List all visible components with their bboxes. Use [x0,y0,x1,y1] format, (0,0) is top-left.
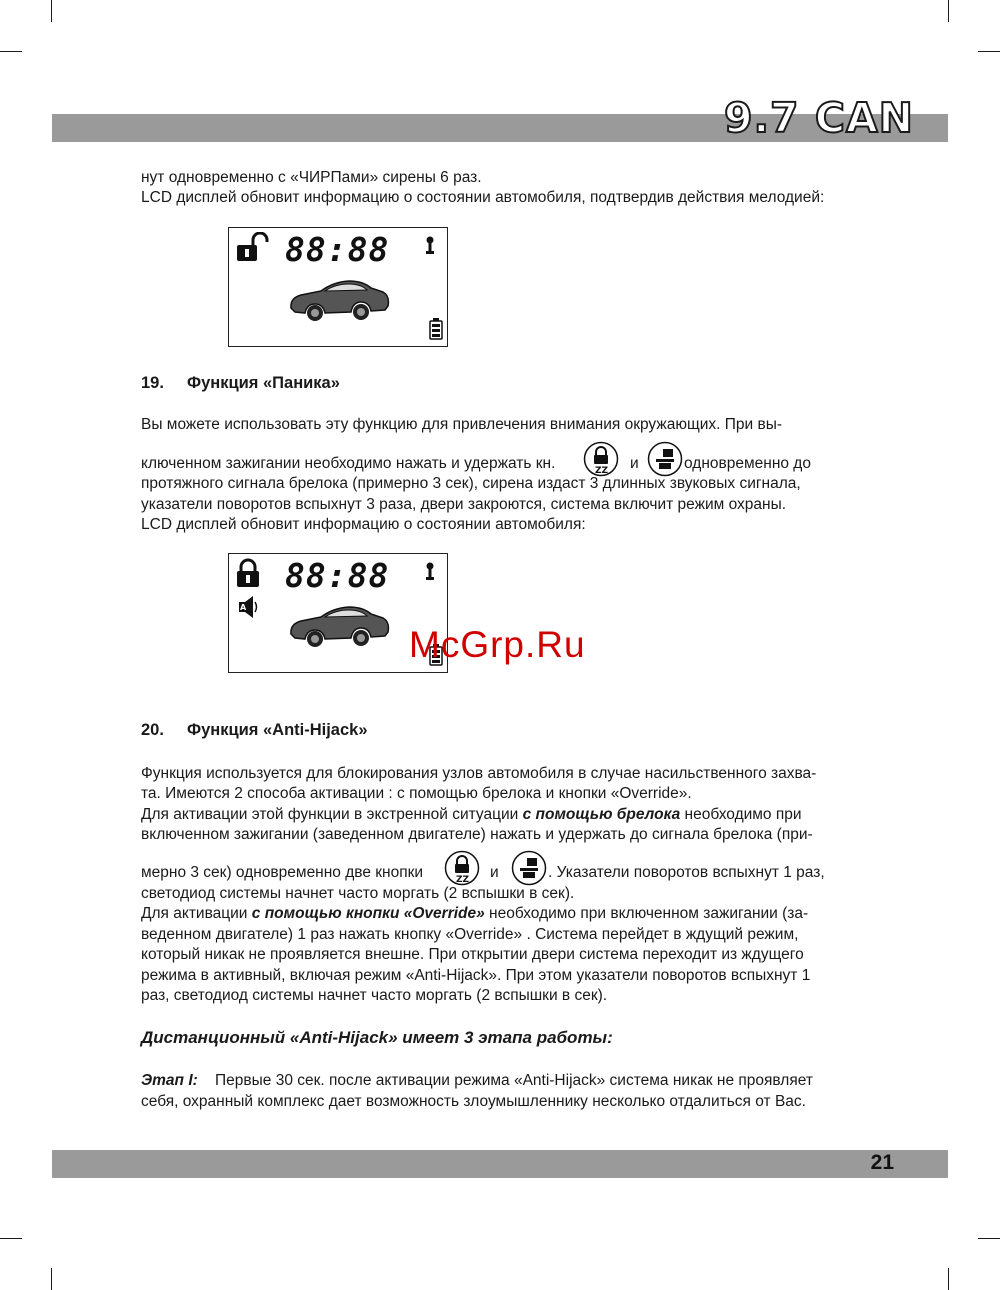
paragraph-line [141,1071,871,1092]
crop-mark [51,0,52,22]
stage-label: Этап I: [141,1072,198,1089]
text-fragment: необходимо при включенном зажигании (за- [484,905,809,922]
svg-text:ZZ: ZZ [456,875,470,885]
svg-text:A: A [240,603,247,612]
paragraph-line: указатели поворотов вспыхнут 3 раза, двери закроются, система включит режим охраны. [141,496,787,513]
crop-mark [978,1238,1000,1239]
subheading-remote-antihijack: Дистанционный «Anti-Hijack» имеет 3 этапа работы: [141,1028,613,1047]
text-fragment: Для активации [141,905,252,922]
intro-line: нут одновременно с «ЧИРПами» сирены 6 раз. [141,169,482,186]
emphasis: с помощью брелока [522,806,681,823]
paragraph-line: та. Имеются 2 способа активации : с помощью брелока и кнопки «Override». [141,785,692,802]
emphasis: с помощью кнопки «Override» [251,905,485,922]
crop-mark [948,1268,949,1290]
paragraph-line: включенном зажигании (заведенном двигателе) нажать и удержать до сигнала брелока (при- [141,826,813,843]
lock-sleep-button-icon [443,850,481,886]
section-number: 19. [141,374,164,392]
lock-sleep-button-icon [582,441,620,477]
paragraph-line [141,805,871,826]
page-number: 21 [870,1151,894,1174]
svg-text:ZZ: ZZ [595,466,609,476]
crop-mark [978,51,1000,52]
paragraph-line: который никак не проявляется внешне. При открытии двери система переходит из ждущего [141,946,804,963]
intro-line: LCD дисплей обновит информацию о состоянии автомобиля, подтвердив действия мелодией: [141,189,825,206]
siren-icon [237,594,259,620]
section-heading-antihijack [141,721,368,740]
crop-mark [51,1268,52,1290]
key-icon [425,236,435,256]
paragraph-line: режима в активный, включая режим «Anti-Hijack». При этом указатели поворотов вспыхнут 1 [141,967,811,984]
paragraph-line: Функция используется для блокирования узлов автомобиля в случае насильственного захва- [141,765,817,782]
lock-open-icon [235,232,269,262]
paragraph-line: себя, охранный комплекс дает возможность злоумышленнику несколько отдалиться от Вас. [141,1093,806,1110]
battery-icon [429,318,443,340]
model-title: 9.7 CAN [723,94,914,142]
crop-mark [0,1238,22,1239]
text-fragment: Для активации этой функции в экстренной ситуации [141,806,523,823]
paragraph-line: светодиод системы начнет часто моргать (2 вспышки в сек). [141,885,575,902]
lcd-display-disarmed [228,227,448,347]
section-title: Функция «Паника» [187,374,340,392]
paragraph-line [141,904,871,925]
text-fragment: и [490,864,499,881]
watermark: McGrp.Ru [409,624,586,665]
section-number: 20. [141,721,164,739]
footer-bar [52,1150,948,1178]
paragraph-line: раз, светодиод системы начнет часто моргать (2 вспышки в сек). [141,987,608,1004]
lock-closed-icon [235,558,261,588]
trunk-button-icon [510,850,548,886]
text-fragment: необходимо при [680,806,802,823]
crop-mark [948,0,949,22]
text-fragment: Первые 30 сек. после активации режима «Anti-Hijack» система никак не проявляет [197,1072,813,1089]
car-icon [287,274,391,322]
text-fragment: одновременно до [684,455,811,472]
paragraph-line: веденном двигателе) 1 раз нажать кнопку «Override» . Система перейдет в ждущий режим, [141,926,799,943]
trunk-button-icon [646,441,684,477]
crop-mark [0,51,22,52]
text-fragment: ключенном зажигании необходимо нажать и удержать кн. [141,455,556,472]
paragraph-line: LCD дисплей обновит информацию о состоянии автомобиля: [141,516,586,533]
paragraph-line: протяжного сигнала брелока (примерно 3 сек), сирена издаст 3 длинных звуковых сигнала, [141,475,801,492]
text-fragment: и [630,455,639,472]
lcd-clock: 88:88 [285,556,390,595]
text-fragment: . Указатели поворотов вспыхнут 1 раз, [548,864,825,881]
text-fragment: мерно 3 сек) одновременно две кнопки [141,864,424,881]
section-heading-panic [141,374,340,393]
paragraph-line: Вы можете использовать эту функцию для привлечения внимания окружающих. При вы- [141,416,782,433]
section-title: Функция «Anti-Hijack» [187,721,368,739]
lcd-clock: 88:88 [285,230,390,269]
key-icon [425,562,435,582]
car-icon [287,600,391,648]
